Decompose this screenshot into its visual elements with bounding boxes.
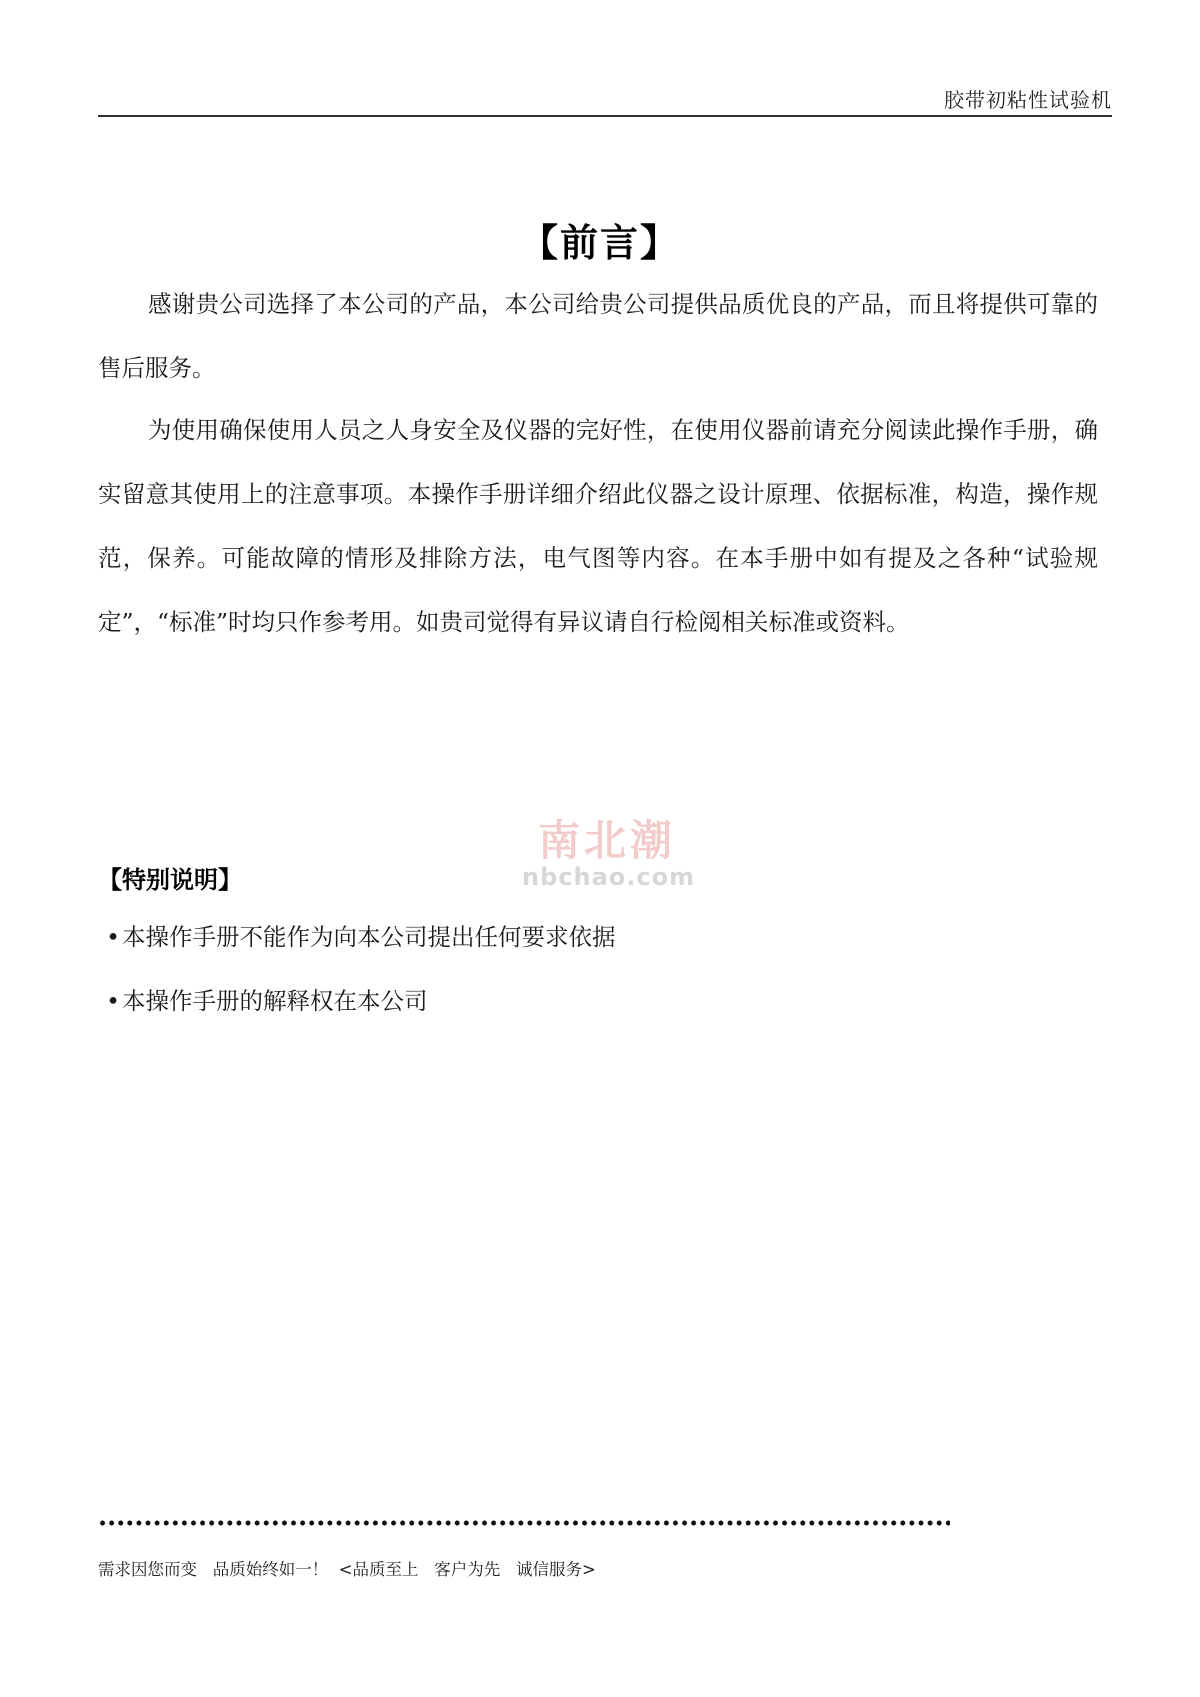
preface-title: 【前言】 (519, 221, 680, 265)
special-notes-list (98, 905, 616, 1033)
note-text: 本操作手册不能作为向本公司提出任何要求依据 (122, 923, 616, 951)
preface-paragraph-2: 为使用确保使用人员之人身安全及仪器的完好性，在使用仪器前请充分阅读此操作手册，确实留意其使用上的注意事项。本操作手册详细介绍此仪器之设计原理、依据标准，构造，操作规范，保养。可能故障的情形及排除方法，电气图等内容。在本手册中如有提及之各种“试验规定”，“标准”时均只作参考用。如贵司觉得有异议请自行检阅相关标准或资料。 (98, 416, 1098, 636)
footer-dotted-divider (98, 1520, 950, 1526)
note-text: 本操作手册的解释权在本公司 (122, 987, 428, 1015)
watermark-cn-text: 南北潮 (537, 816, 676, 865)
bullet-icon: • (106, 987, 120, 1015)
header-title: 胶带初粘性试验机 (944, 88, 1112, 112)
list-item (98, 969, 616, 1033)
preface-paragraph-1: 感谢贵公司选择了本公司的产品，本公司给贵公司提供品质优良的产品，而且将提供可靠的售后服务。 (98, 290, 1098, 382)
bullet-icon: • (106, 923, 120, 951)
special-notes-title: 【特别说明】 (98, 866, 242, 894)
watermark-en-text: nbchao.com (522, 863, 696, 891)
header-divider (98, 115, 1112, 117)
list-item (98, 905, 616, 969)
watermark-logo (522, 816, 696, 891)
footer-slogan: 需求因您而变 品质始终如一！ <品质至上 客户为先 诚信服务> (98, 1560, 596, 1579)
